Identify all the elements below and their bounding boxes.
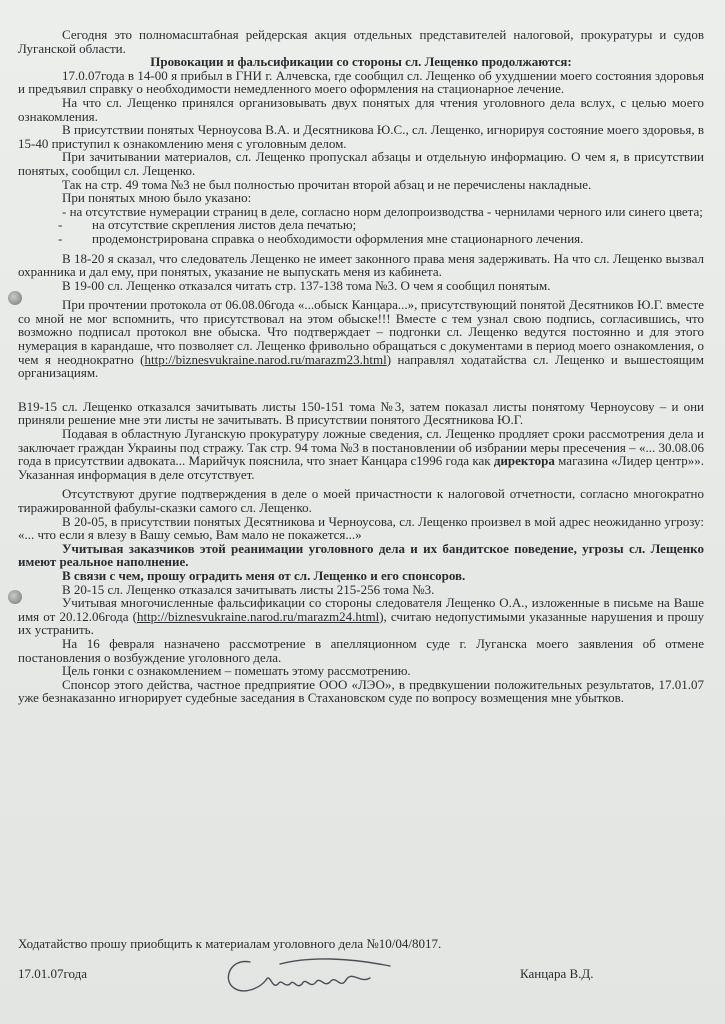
paragraph: В 20-15 сл. Лещенко отказался зачитывать листы 215-256 тома №3. bbox=[62, 581, 435, 597]
paragraph-text: При прочтении протокола от 06.08.06года «...обыск Канцара...», присутствующий понятой Десятников Ю.Г. вместе со мной не мог вспомнить, что присутствовал на этом обыске!!! Вместе с тем узнал свою подпись, согласившись, что возможно подписал протокол вне обыска. Что подтверждает – подгонки сл. Лещенко ведутся постоянно и для этого нумерация в карандаше, что позволяет сл. Лещенко фривольно обращаться с документами в период моего ознакомления, о чем я неоднократно ( bbox=[18, 297, 704, 367]
document-date: 17.01.07года bbox=[18, 966, 88, 981]
paragraph: В 19-00 сл. Лещенко отказался читать стр. 137-138 тома №3. О чем я сообщил понятым. bbox=[62, 277, 551, 293]
emphasis-text: директора bbox=[493, 453, 555, 469]
paragraph: Цель гонки с ознакомлением – помешать этому рассмотрению. bbox=[62, 663, 411, 679]
paragraph: 17.0.07года в 14-00 я прибыл в ГНИ г. Алчевска, где сообщил сл. Лещенко об ухудшении моего состояния здоровья и предъявил справку о необходимости немедленного моего оформления на стационарное лечение. bbox=[18, 67, 704, 97]
paragraph bbox=[18, 596, 704, 637]
paragraph: В 20-05, в присутствии понятых Десятникова и Черноусова, сл. Лещенко произвел в мой адрес неожиданно угрозу: «... что если я влезу в Вашу семью, Вам мало не покажется...» bbox=[18, 513, 704, 543]
paragraph: При понятых мною было указано: bbox=[62, 190, 252, 206]
list-item: - продемонстрирована справка о необходимости оформления мне стационарного лечения. bbox=[58, 232, 704, 246]
bold-paragraph: Учитывая заказчиков этой реанимации уголовного дела и их бандитское поведение, угрозы сл. Лещенко имеют реальное наполнение. bbox=[18, 540, 704, 570]
reference-link[interactable]: http://biznesvukraine.narod.ru/marazm24.html bbox=[136, 608, 380, 624]
section-heading: Провокации и фальсификации со стороны сл. Лещенко продолжаются: bbox=[150, 54, 572, 70]
paragraph-text: ) направлял ходатайства сл. Лещенко и вышестоящим организациям. bbox=[18, 351, 704, 381]
paragraph: Спонсор этого действа, частное предприятие ООО «ЛЭО», в предвкушении положительных результатов, 17.01.07 уже безнаказанно игнорирует судебные заседания в Стахановском суде по вопросу возмещения мне убытков. bbox=[18, 676, 704, 706]
paragraph: При зачитывании материалов, сл. Лещенко пропускал абзацы и отдельную информацию. О чем я, в присутствии понятых, сообщил сл. Лещенко. bbox=[18, 149, 704, 178]
paragraph: Сегодня это полномасштабная рейдерская акция отдельных представителей налоговой, прокуратуры и судов Луганской области. bbox=[18, 27, 704, 56]
paragraph: Отсутствуют другие подтверждения в деле о моей причастности к налоговой отчетности, согласно многократно тиражированной фабулы-сказки самого сл. Лещенко. bbox=[18, 486, 704, 515]
request-line: Ходатайство прошу приобщить к материалам уголовного дела №10/04/8017. bbox=[18, 936, 442, 951]
paragraph: В19-15 сл. Лещенко отказался зачитывать листы 150-151 тома №3, затем показал листы понятому Черноусову – и они приняли решение мне эти листы не зачитывать. В присутствии понятого Десятникова Ю.Г. bbox=[18, 398, 704, 428]
reference-link[interactable]: http://biznesvukraine.narod.ru/marazm23.html bbox=[144, 351, 387, 367]
bold-paragraph: В связи с чем, прошу оградить меня от сл. Лещенко и его спонсоров. bbox=[62, 567, 466, 583]
document-body bbox=[18, 28, 704, 705]
paragraph-text: магазина «Лидер центр»». Указанная информация в деле отсутствует. bbox=[18, 453, 704, 482]
paragraph bbox=[18, 427, 704, 481]
list-item: - на отсутствие скрепления листов дела печатью; bbox=[58, 218, 704, 232]
paragraph-text: Учитывая многочисленные фальсификации со стороны следователя Лещенко О.А., изложенные в письме на Ваше имя от 20.12.06года ( bbox=[18, 595, 704, 624]
paragraph: На что сл. Лещенко принялся организовывать двух понятых для чтения уголовного дела вслух, с целью моего ознакомления. bbox=[18, 94, 704, 124]
paragraph-text: ), считаю недопустимыми указанные нарушения и прошу их устранить. bbox=[18, 608, 704, 638]
signature bbox=[220, 950, 410, 1000]
signer-name: Канцара В.Д. bbox=[520, 966, 594, 981]
paragraph-text: Подавая в областную Луганскую прокуратуру ложные сведения, сл. Лещенко продляет сроки рассмотрения дела и заключает граждан Украины под стражу. Так стр. 94 тома №3 в постановлении об избрании меры пресечения – «... 30.08.06 года в присутствии адвоката... Марийчук пояснила, что знает Канцара с1996 года как bbox=[18, 426, 704, 469]
paragraph: В 18-20 я сказал, что следователь Лещенко не имеет законного права меня задерживать. На что сл. Лещенко вызвал охранника и дал ему, при понятых, указание не выпускать меня из кабинета. bbox=[18, 250, 704, 280]
paragraph: В присутствии понятых Черноусова В.А. и Десятникова Ю.С., сл. Лещенко, игнорируя состояние моего здоровья, в 15-40 приступил к ознакомлению меня с уголовным делом. bbox=[18, 122, 704, 151]
bullet-list bbox=[18, 218, 704, 245]
paragraph: - на отсутствие нумерации страниц в деле, согласно норм делопроизводства - чернилами черного или синего цвета; bbox=[62, 203, 703, 219]
paragraph: На 16 февраля назначено рассмотрение в апелляционном суде г. Луганска моего заявления об отмене постановления о возбуждение уголовного дела. bbox=[18, 635, 704, 665]
paragraph bbox=[18, 298, 704, 380]
paragraph: Так на стр. 49 тома №3 не был полностью прочитан второй абзац и не перечислены накладные. bbox=[62, 176, 592, 192]
